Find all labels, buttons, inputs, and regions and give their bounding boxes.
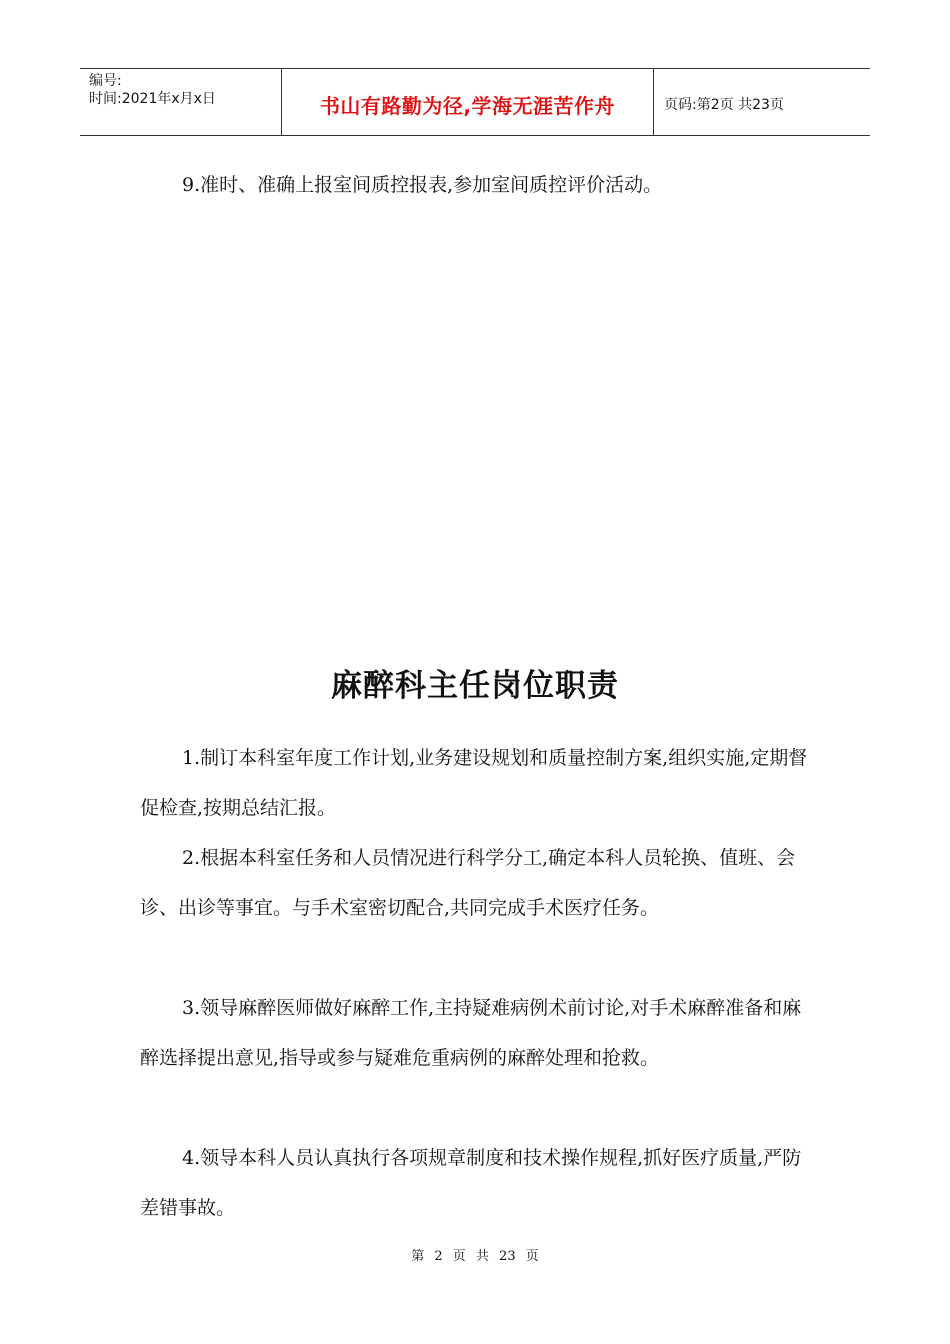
top-list-item: 9.准时、准确上报室间质控报表,参加室间质控评价活动。 [182, 174, 663, 196]
duty-item-2: 2.根据本科室任务和人员情况进行科学分工,确定本科人员轮换、值班、会诊、出诊等事宜。与手术室密切配合,共同完成手术医疗任务。 [140, 847, 796, 919]
header-motto-cell [282, 69, 654, 135]
header-meta-cell [80, 69, 282, 135]
header-motto: 书山有路勤为径,学海无涯苦作舟 [319, 93, 616, 118]
duty-item-4: 4.领导本科人员认真执行各项规章制度和技术操作规程,抓好医疗质量,严防差错事故。 [140, 1147, 802, 1219]
section-title: 麻醉科主任岗位职责 [331, 668, 619, 704]
header-date: 时间:2021年x月x日 [89, 91, 216, 107]
header-number-label: 编号: [89, 73, 122, 89]
header-page-cell [654, 69, 870, 135]
document-header [80, 68, 870, 136]
duty-item-3: 3.领导麻醉医师做好麻醉工作,主持疑难病例术前讨论,对手术麻醉准备和麻醉选择提出意见,指导或参与疑难危重病例的麻醉处理和抢救。 [140, 997, 802, 1069]
duty-item-1: 1.制订本科室年度工作计划,业务建设规划和质量控制方案,组织实施,定期督促检查,按期总结汇报。 [140, 747, 808, 819]
header-page-info: 页码:第2页 共23页 [664, 97, 784, 113]
page-footer: 第 2 页 共 23 页 [411, 1249, 539, 1264]
